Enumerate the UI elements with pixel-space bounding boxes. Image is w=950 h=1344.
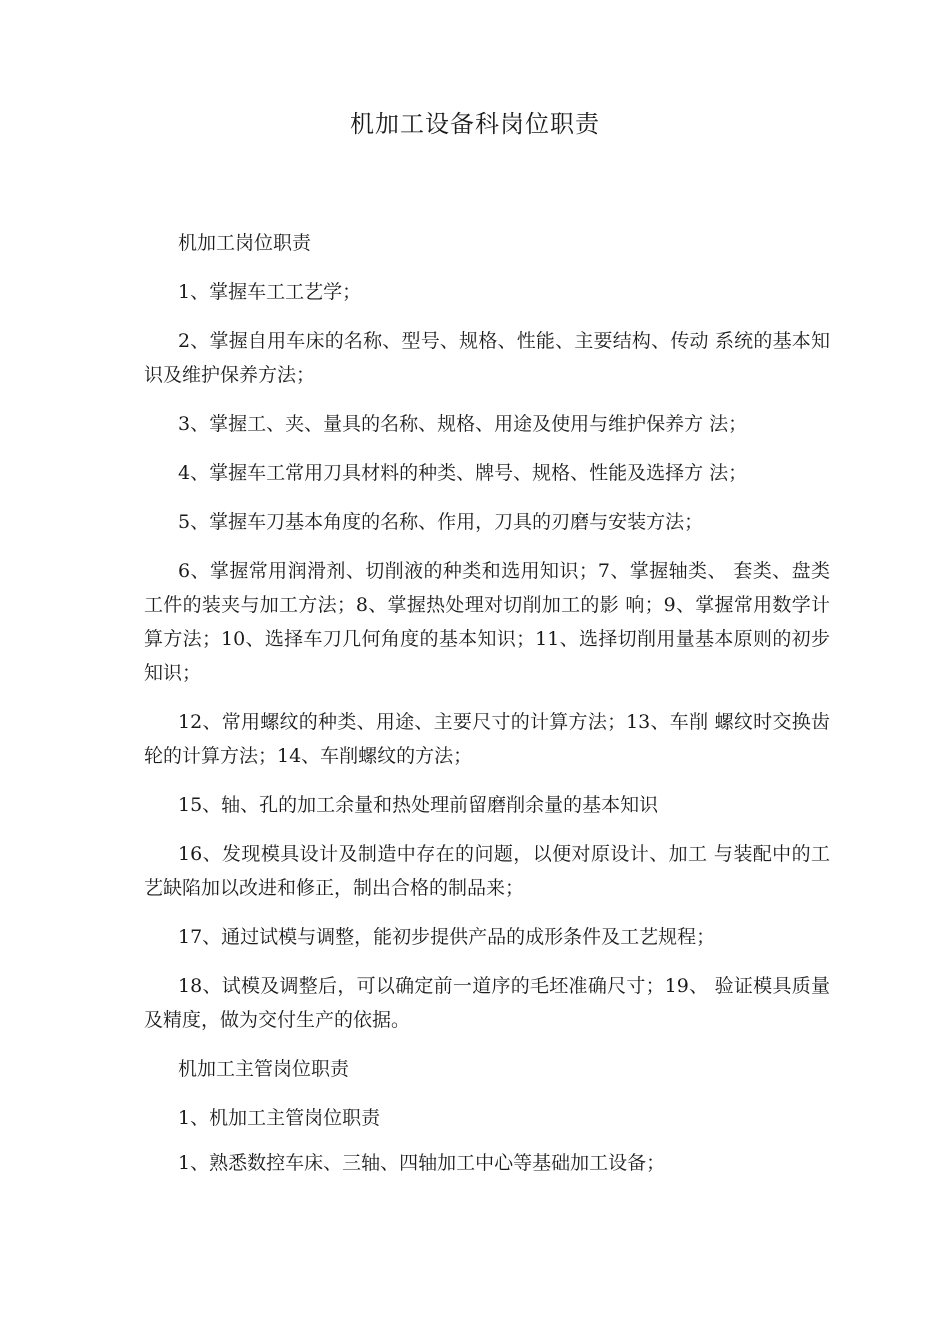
- paragraph-4: 4、掌握车工常用刀具材料的种类、牌号、规格、性能及选择方 法；: [178, 462, 748, 484]
- supervisor-paragraph-1: 1、熟悉数控车床、三轴、四轴加工中心等基础加工设备；: [178, 1152, 666, 1174]
- paragraph-16: 16、发现模具设计及制造中存在的问题，以便对原设计、加工 与装配中的工艺缺陷加以改进和修正，制出合格的制品来；: [144, 843, 830, 899]
- paragraph-1: 1、掌握车工工艺学；: [178, 281, 362, 303]
- section-heading-machining: 机加工岗位职责: [178, 232, 312, 254]
- section-heading-supervisor: 机加工主管岗位职责: [178, 1058, 350, 1080]
- paragraph-12-14: 12、常用螺纹的种类、用途、主要尺寸的计算方法；13、车削 螺纹时交换齿轮的计算方法；14、车削螺纹的方法；: [144, 711, 830, 767]
- paragraph-18-19: 18、试模及调整后，可以确定前一道序的毛坯准确尺寸；19、 验证模具质量及精度，做为交付生产的依据。: [144, 975, 830, 1031]
- paragraph-5: 5、掌握车刀基本角度的名称、作用，刀具的刃磨与安装方法；: [178, 511, 704, 533]
- paragraph-3: 3、掌握工、夹、量具的名称、规格、用途及使用与维护保养方 法；: [178, 413, 748, 435]
- paragraph-15: 15、轴、孔的加工余量和热处理前留磨削余量的基本知识: [178, 794, 659, 816]
- document-body: [144, 226, 830, 1195]
- document-title: 机加工设备科岗位职责: [350, 110, 600, 138]
- paragraph-2: 2、掌握自用车床的名称、型号、规格、性能、主要结构、传动 系统的基本知识及维护保养方法；: [144, 330, 830, 386]
- paragraph-17: 17、通过试模与调整，能初步提供产品的成形条件及工艺规程；: [178, 926, 716, 948]
- supervisor-subheading: 1、机加工主管岗位职责: [178, 1107, 381, 1129]
- paragraph-6-11: 6、掌握常用润滑剂、切削液的种类和选用知识；7、掌握轴类、 套类、盘类工件的装夹与加工方法；8、掌握热处理对切削加工的影 响；9、掌握常用数学计算方法；10、选择车刀几何角度的基本知识；11、选择切削用量基本原则的初步知识；: [144, 560, 830, 684]
